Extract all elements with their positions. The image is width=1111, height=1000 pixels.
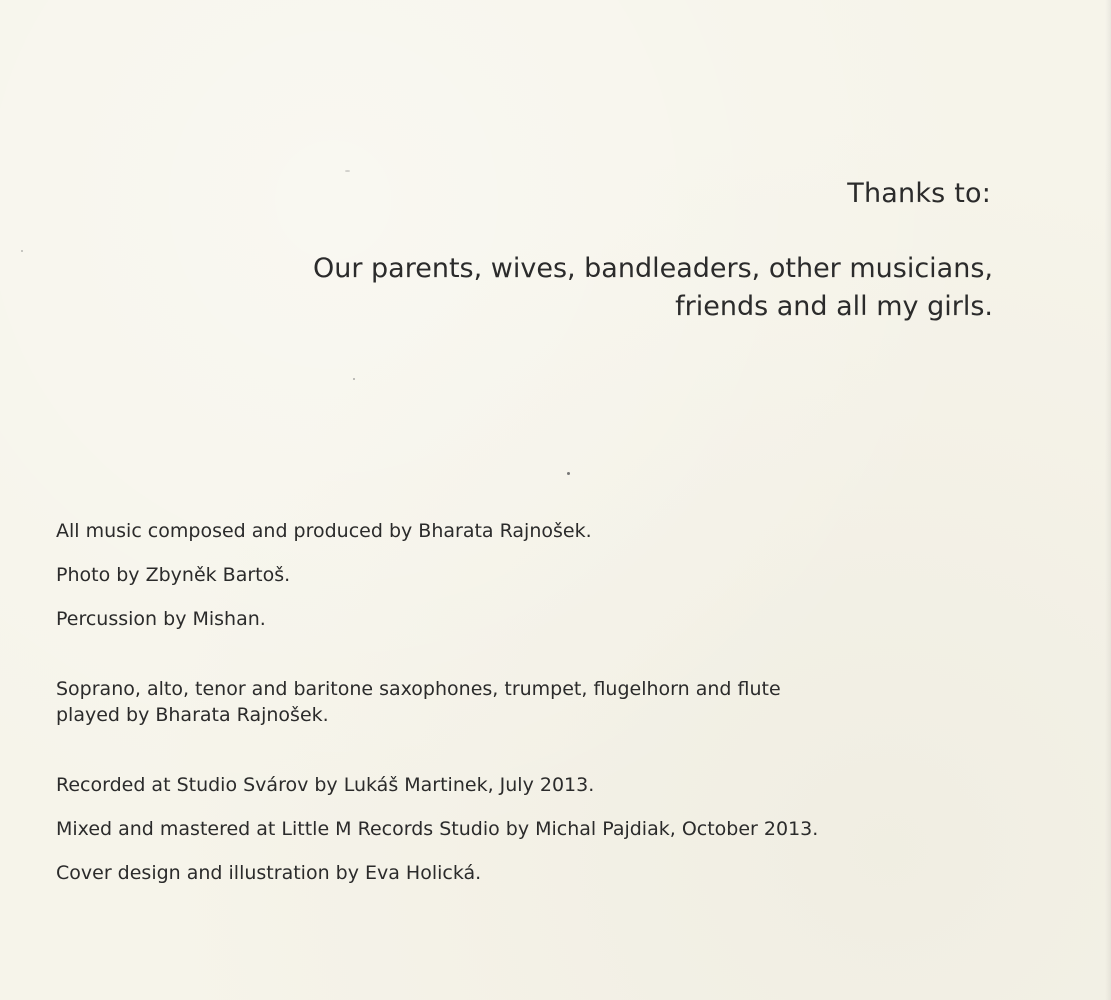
thanks-heading: Thanks to: [847, 178, 991, 209]
thanks-line: friends and all my girls. [675, 291, 993, 322]
credit-instruments: Soprano, alto, tenor and baritone saxophones, trumpet, flugelhorn and flute [56, 678, 781, 700]
credit-percussion: Percussion by Mishan. [56, 608, 266, 630]
paper-speck [345, 170, 350, 172]
credit-recording: Recorded at Studio Svárov by Lukáš Martinek, July 2013. [56, 774, 595, 796]
page-edge-shadow [1105, 0, 1111, 1000]
paper-speck [21, 250, 23, 252]
credit-composer: All music composed and produced by Bharata Rajnošek. [56, 520, 592, 542]
paper-speck [567, 472, 570, 475]
paper-speck [353, 378, 355, 380]
credit-cover-design: Cover design and illustration by Eva Holická. [56, 862, 482, 884]
credit-photo: Photo by Zbyněk Bartoš. [56, 564, 291, 586]
thanks-text [313, 250, 993, 326]
credit-mixing: Mixed and mastered at Little M Records Studio by Michal Pajdiak, October 2013. [56, 818, 819, 840]
credits-block [56, 518, 956, 886]
credit-instruments-performer: played by Bharata Rajnošek. [56, 704, 329, 726]
thanks-line: Our parents, wives, bandleaders, other musicians, [312, 253, 993, 284]
